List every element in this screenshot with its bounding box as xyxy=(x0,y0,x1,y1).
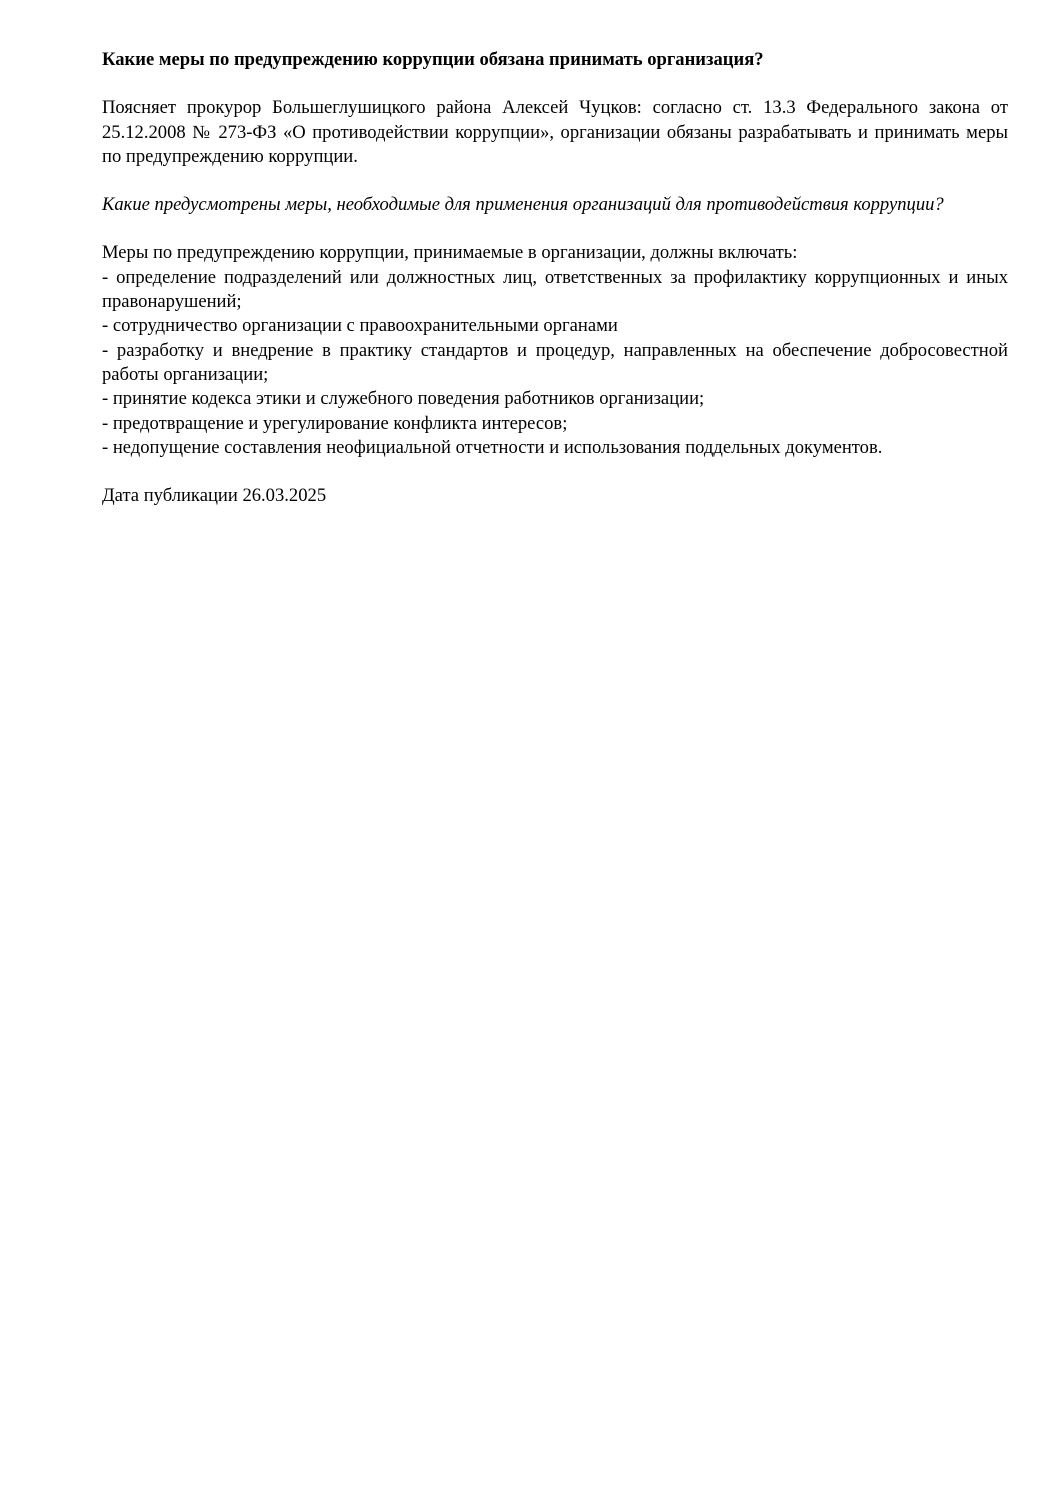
list-item: - принятие кодекса этики и служебного поведения работников организации; xyxy=(102,388,705,410)
list-item: - сотрудничество организации с правоохранительными органами xyxy=(102,315,618,337)
measures-intro: Меры по предупреждению коррупции, принимаемые в организации, должны включать: xyxy=(102,242,798,264)
measures-list xyxy=(102,266,1008,460)
question-paragraph: Какие предусмотрены меры, необходимые для применения организаций для противодействия коррупции? xyxy=(102,194,944,216)
document-title: Какие меры по предупреждению коррупции обязана принимать организация? xyxy=(102,49,764,70)
list-item: - определение подразделений или должностных лиц, ответственных за профилактику коррупционных и иных правонарушений; xyxy=(102,266,1008,313)
list-item: - недопущение составления неофициальной отчетности и использования поддельных документов. xyxy=(102,436,883,458)
intro-paragraph: Поясняет прокурор Большеглушицкого района Алексей Чуцков: согласно ст. 13.3 Федерального закона от 25.12.2008 № 273-ФЗ «О противодействии коррупции», организации обязаны разрабатывать и принимать меры по предупреждению коррупции. xyxy=(102,97,1008,167)
publication-date: Дата публикации 26.03.2025 xyxy=(102,485,327,507)
document-page xyxy=(102,48,1008,508)
list-item: - предотвращение и урегулирование конфликта интересов; xyxy=(102,412,568,434)
list-item: - разработку и внедрение в практику стандартов и процедур, направленных на обеспечение добросовестной работы организации; xyxy=(102,339,1008,385)
